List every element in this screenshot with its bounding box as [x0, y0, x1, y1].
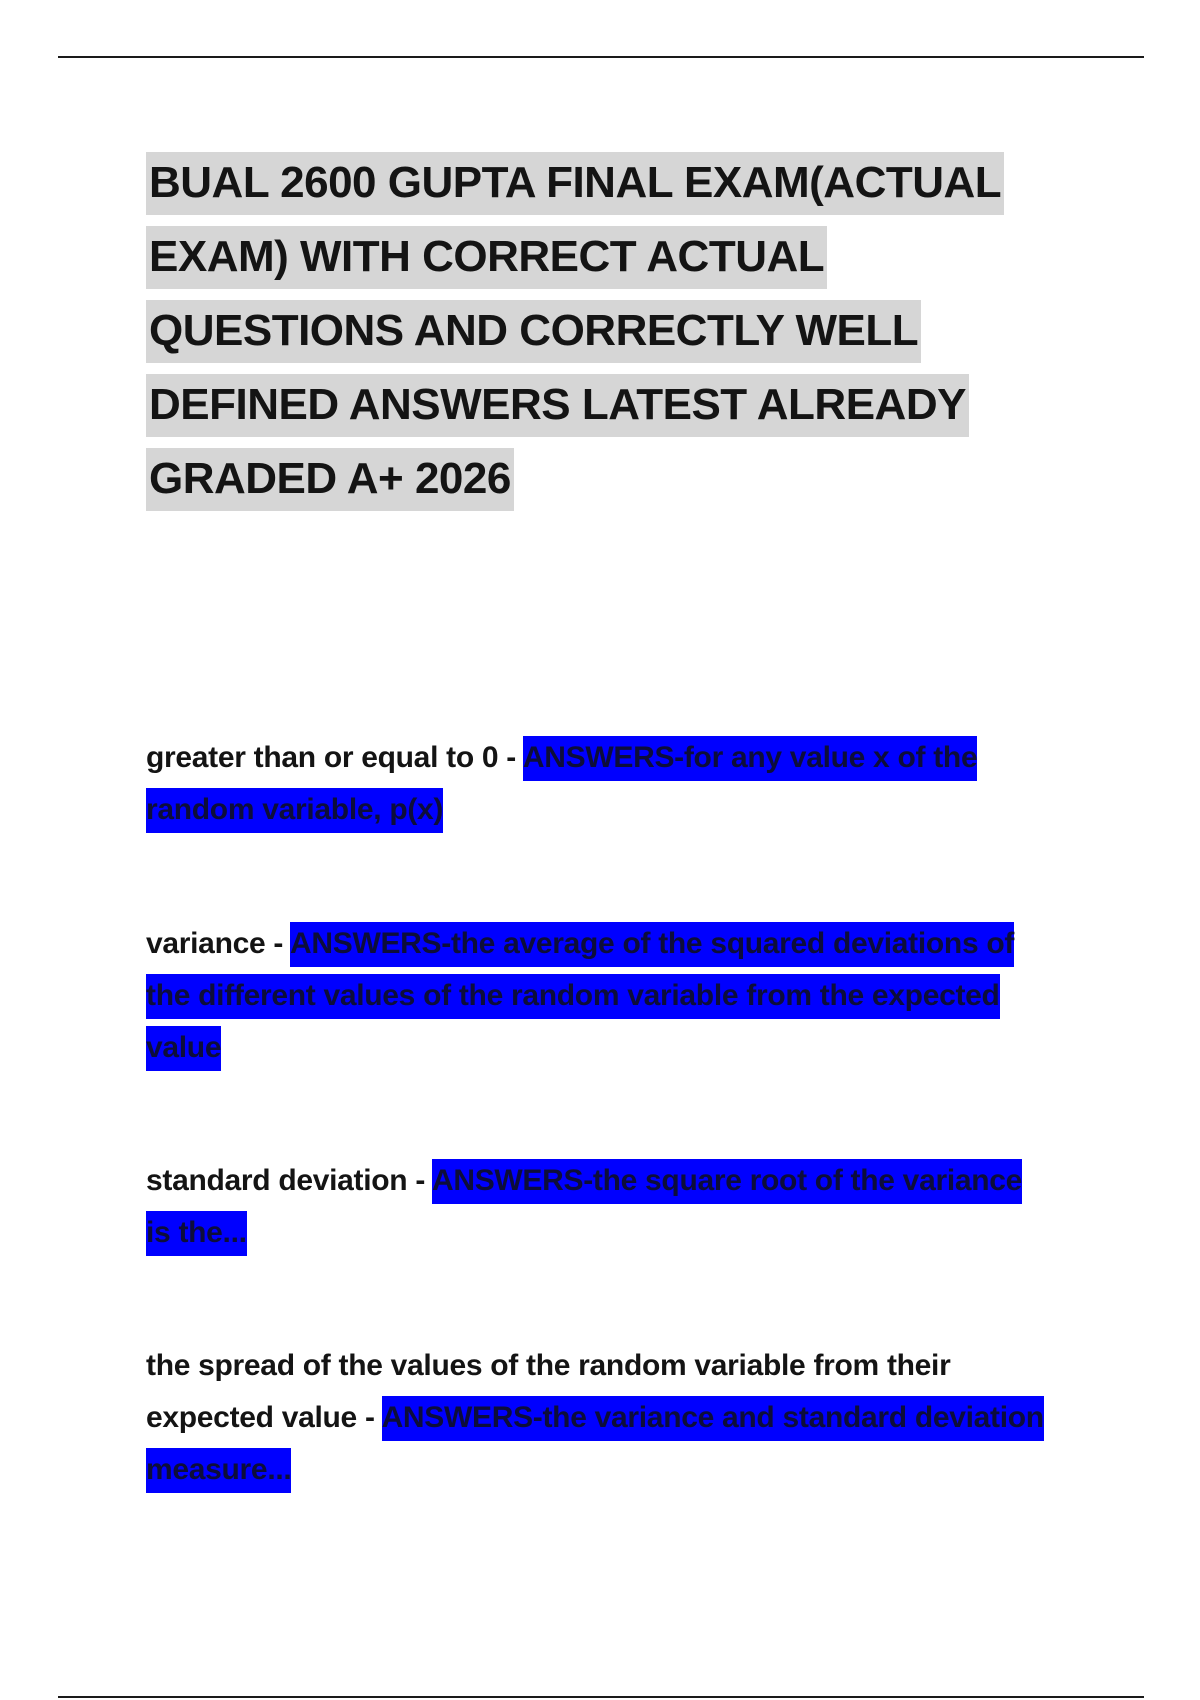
- qa-item: [146, 1340, 1046, 1496]
- qa-item: [146, 1155, 1046, 1259]
- bottom-rule: [58, 1696, 1144, 1698]
- answer-text: ANSWERS-the variance and standard deviation measure...: [146, 1396, 1044, 1493]
- question-text: variance -: [146, 927, 291, 960]
- top-rule: [58, 56, 1144, 58]
- document-title: [146, 146, 1066, 516]
- answer-text: ANSWERS-the square root of the variance is the...: [146, 1159, 1022, 1256]
- question-text: greater than or equal to 0 -: [146, 741, 523, 774]
- question-text: the spread of the values of the random variable from their expected value -: [146, 1349, 951, 1434]
- qa-item: [146, 732, 1046, 836]
- title-highlight: BUAL 2600 GUPTA FINAL EXAM(ACTUAL EXAM) WITH CORRECT ACTUAL QUESTIONS AND CORRECTLY WELL DEFINED ANSWERS LATEST ALREADY GRADED A+ 2026: [146, 152, 1004, 511]
- qa-item: [146, 918, 1046, 1074]
- answer-text: ANSWERS-the average of the squared deviations of the different values of the random variable from the expected value: [146, 922, 1014, 1071]
- answer-text: ANSWERS-for any value x of the random variable, p(x): [146, 736, 977, 833]
- question-text: standard deviation -: [146, 1164, 432, 1197]
